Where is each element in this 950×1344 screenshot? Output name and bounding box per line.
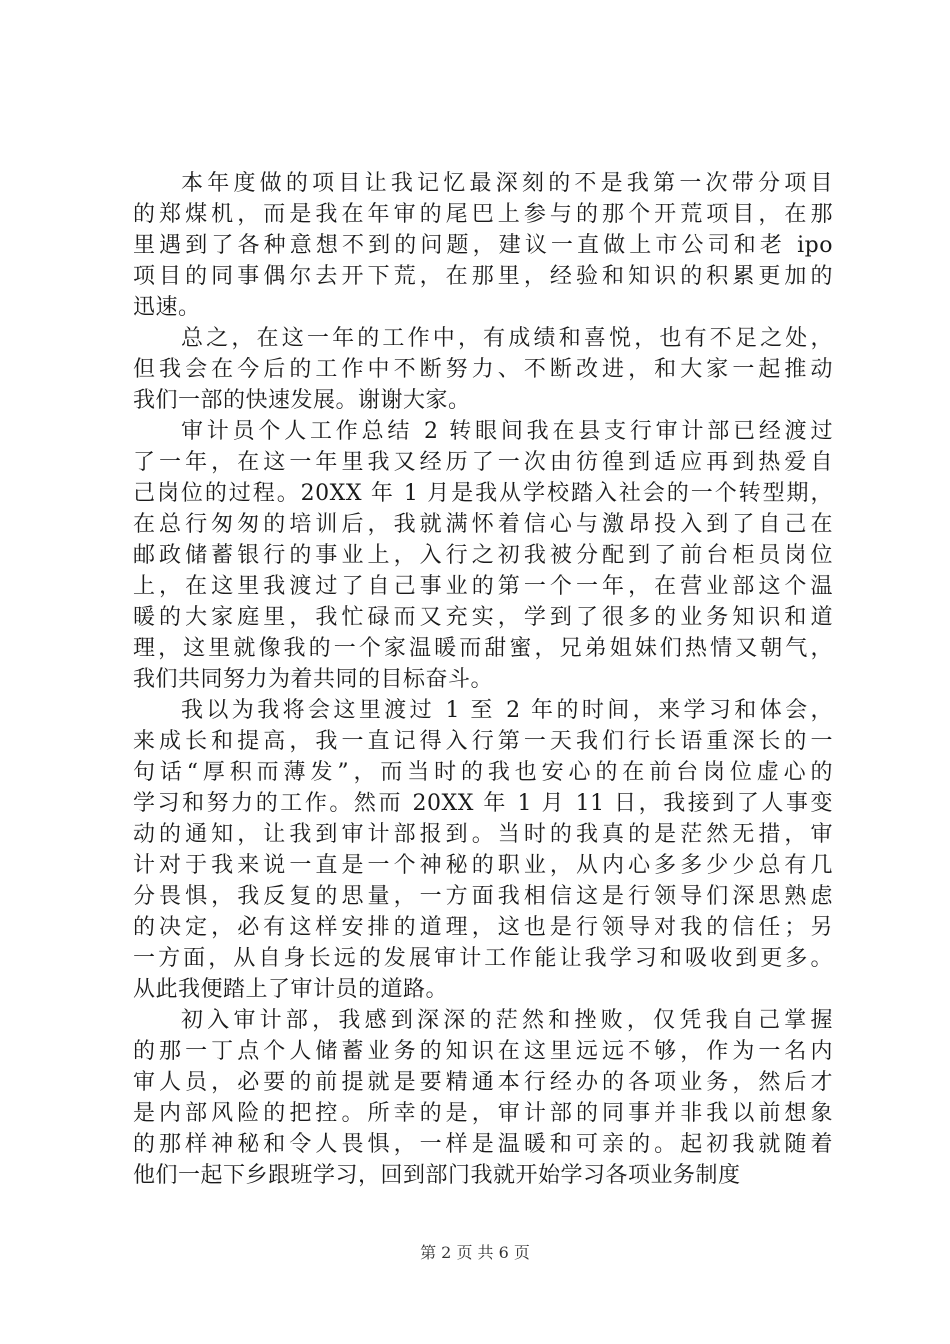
paragraph-line: 分畏惧，我反复的思量，一方面我相信这是行领导们深思熟虑 <box>133 884 833 909</box>
paragraph-line: 的那一丁点个人储蓄业务的知识在这里远远不够，作为一名内 <box>133 1039 833 1064</box>
paragraph-line: 计对于我来说一直是一个神秘的职业，从内心多多少少总有几 <box>133 853 833 878</box>
paragraph-line: 是内部风险的把控。所幸的是，审计部的同事并非我以前想象 <box>133 1101 833 1126</box>
paragraph <box>133 1005 833 1191</box>
paragraph-line: 总之，在这一年的工作中，有成绩和喜悦，也有不足之处， <box>181 326 833 351</box>
paragraph-line: 句话“厚积而薄发”，而当时的我也安心的在前台岗位虚心的 <box>133 760 833 785</box>
paragraph-line: 在总行匆匆的培训后，我就满怀着信心与激昂投入到了自己在 <box>133 512 833 537</box>
paragraph-line: 理，这里就像我的一个家温暖而甜蜜，兄弟姐妹们热情又朝气， <box>133 636 833 661</box>
document-body <box>133 168 833 1191</box>
paragraph <box>133 168 833 323</box>
paragraph-line: 但我会在今后的工作中不断努力、不断改进，和大家一起推动 <box>133 357 833 382</box>
paragraph-line: 一方面，从自身长远的发展审计工作能让我学习和吸收到更多。 <box>133 946 833 971</box>
paragraph <box>133 695 833 1005</box>
paragraph-line: 来成长和提高，我一直记得入行第一天我们行长语重深长的一 <box>133 729 833 754</box>
paragraph-line: 审人员，必要的前提就是要精通本行经办的各项业务，然后才 <box>133 1070 833 1095</box>
paragraph-line: 迅速。 <box>133 295 201 320</box>
paragraph-line: 暖的大家庭里，我忙碌而又充实，学到了很多的业务知识和道 <box>133 605 833 630</box>
paragraph-line: 动的通知，让我到审计部报到。当时的我真的是茫然无措，审 <box>133 822 833 847</box>
paragraph-line: 上，在这里我渡过了自己事业的第一个一年，在营业部这个温 <box>133 574 833 599</box>
paragraph-line: 我们共同努力为着共同的目标奋斗。 <box>133 667 494 692</box>
paragraph-line: 的那样神秘和令人畏惧，一样是温暖和可亲的。起初我就随着 <box>133 1132 833 1157</box>
page-footer: 第 2 页 共 6 页 <box>420 1243 530 1262</box>
paragraph-line: 他们一起下乡跟班学习，回到部门我就开始学习各项业务制度 <box>133 1163 741 1188</box>
paragraph-line: 学习和努力的工作。然而 20XX 年 1 月 11 日，我接到了人事变 <box>133 791 833 816</box>
paragraph-line: 的郑煤机，而是我在年审的尾巴上参与的那个开荒项目，在那 <box>133 202 833 227</box>
paragraph <box>133 323 833 416</box>
paragraph-line: 我们一部的快速发展。谢谢大家。 <box>133 388 471 413</box>
paragraph-line: 审计员个人工作总结 2 转眼间我在县支行审计部已经渡过 <box>181 419 833 444</box>
paragraph-line: 里遇到了各种意想不到的问题，建议一直做上市公司和老 ipo <box>133 233 833 258</box>
paragraph-line: 从此我便踏上了审计员的道路。 <box>133 977 449 1002</box>
paragraph-line: 的决定，必有这样安排的道理，这也是行领导对我的信任；另 <box>133 915 833 940</box>
paragraph-line: 我以为我将会这里渡过 1 至 2 年的时间，来学习和体会， <box>181 698 833 723</box>
paragraph-line: 了一年，在这一年里我又经历了一次由彷徨到适应再到热爱自 <box>133 450 833 475</box>
paragraph-line: 邮政储蓄银行的事业上，入行之初我被分配到了前台柜员岗位 <box>133 543 833 568</box>
paragraph-line: 初入审计部，我感到深深的茫然和挫败，仅凭我自己掌握 <box>181 1008 833 1033</box>
paragraph-line: 项目的同事偶尔去开下荒，在那里，经验和知识的积累更加的 <box>133 264 833 289</box>
paragraph-line: 本年度做的项目让我记忆最深刻的不是我第一次带分项目 <box>181 171 833 196</box>
paragraph-line: 己岗位的过程。20XX 年 1 月是我从学校踏入社会的一个转型期， <box>133 481 833 506</box>
paragraph <box>133 416 833 695</box>
